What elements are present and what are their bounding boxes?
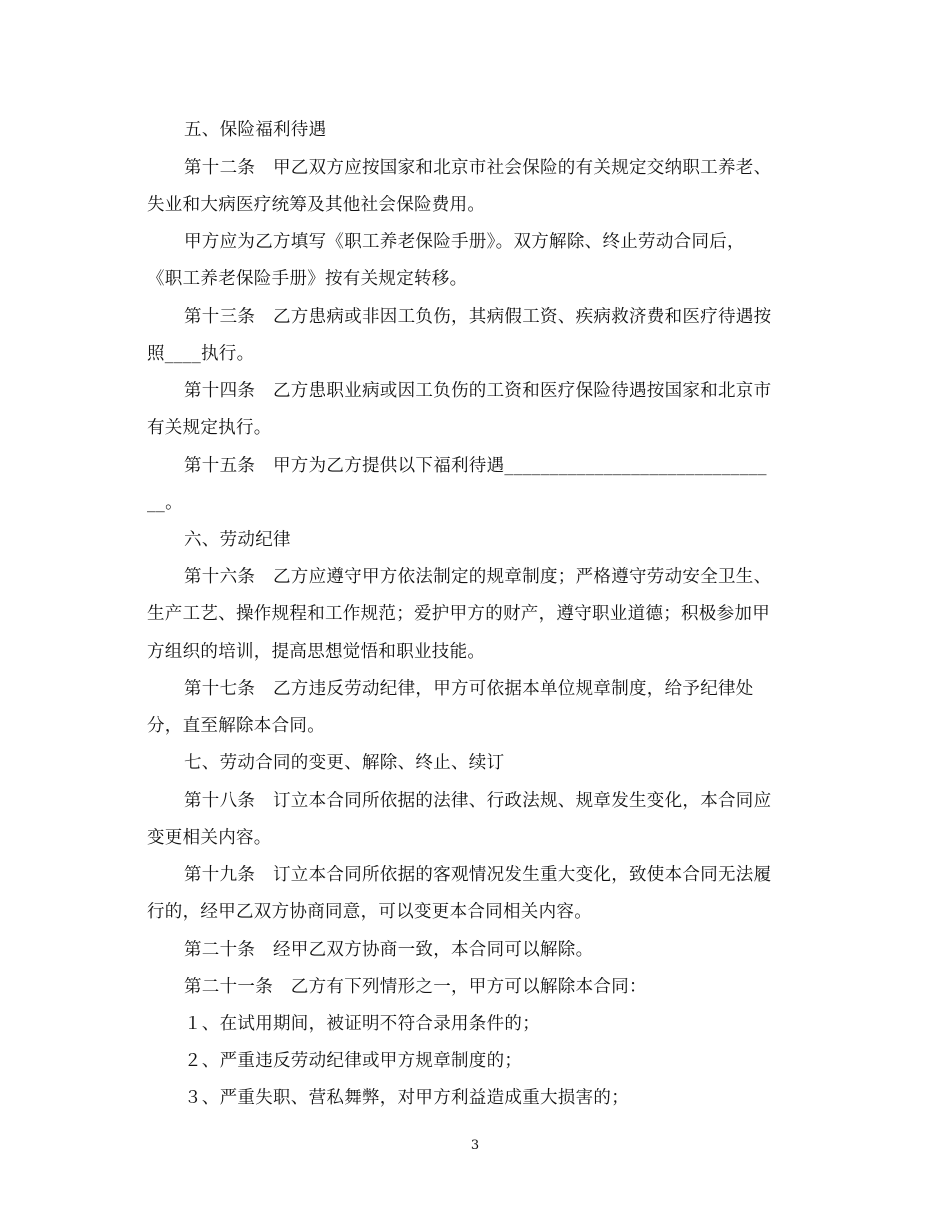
- article-15-line-2: __。: [147, 493, 183, 513]
- article-13-line-2: 照____执行。: [147, 344, 255, 364]
- article-18-line-2: 变更相关内容。: [147, 828, 272, 848]
- article-17-line-2: 分，直至解除本合同。: [147, 716, 325, 736]
- section-heading-insurance: 五、保险福利待遇: [184, 120, 327, 140]
- page-number: 3: [470, 1138, 480, 1153]
- paragraph-handbook-line-1: 甲方应为乙方填写《职工养老保险手册》。双方解除、终止劳动合同后，: [184, 232, 745, 252]
- article-14-line-1: 第十四条 乙方患职业病或因工负伤的工资和医疗保险待遇按国家和北京市: [184, 381, 772, 401]
- section-heading-contract-changes: 七、劳动合同的变更、解除、终止、续订: [184, 753, 505, 773]
- article-16-line-2: 生产工艺、操作规程和工作规范；爱护甲方的财产，遵守职业道德；积极参加甲: [147, 604, 770, 624]
- article-14-line-2: 有关规定执行。: [147, 418, 272, 438]
- article-13-line-1: 第十三条 乙方患病或非因工负伤，其病假工资、疾病救济费和医疗待遇按: [184, 307, 772, 327]
- article-18-line-1: 第十八条 订立本合同所依据的法律、行政法规、规章发生变化，本合同应: [184, 791, 772, 811]
- article-21: 第二十一条 乙方有下列情形之一，甲方可以解除本合同：: [184, 977, 647, 997]
- article-16-line-1: 第十六条 乙方应遵守甲方依法制定的规章制度；严格遵守劳动安全卫生、: [184, 567, 772, 587]
- article-12-line-2: 失业和大病医疗统筹及其他社会保险费用。: [147, 195, 486, 215]
- article-19-line-1: 第十九条 订立本合同所依据的客观情况发生重大变化，致使本合同无法履: [184, 865, 772, 885]
- article-20: 第二十条 经甲乙双方协商一致，本合同可以解除。: [184, 940, 594, 960]
- article-15-line-1: 第十五条 甲方为乙方提供以下福利待遇_____________________________: [184, 456, 767, 476]
- list-item-1: １、在试用期间，被证明不符合录用条件的；: [184, 1014, 540, 1034]
- article-12-line-1: 第十二条 甲乙双方应按国家和北京市社会保险的有关规定交纳职工养老、: [184, 158, 772, 178]
- list-item-2: ２、严重违反劳动纪律或甲方规章制度的；: [184, 1051, 523, 1071]
- paragraph-handbook-line-2: 《职工养老保险手册》按有关规定转移。: [147, 269, 468, 289]
- section-heading-discipline: 六、劳动纪律: [184, 530, 291, 550]
- list-item-3: ３、严重失职、营私舞弊，对甲方利益造成重大损害的；: [184, 1088, 629, 1108]
- article-16-line-3: 方组织的培训，提高思想觉悟和职业技能。: [147, 642, 486, 662]
- article-19-line-2: 行的，经甲乙双方协商同意，可以变更本合同相关内容。: [147, 902, 592, 922]
- article-17-line-1: 第十七条 乙方违反劳动纪律，甲方可依据本单位规章制度，给予纪律处: [184, 679, 754, 699]
